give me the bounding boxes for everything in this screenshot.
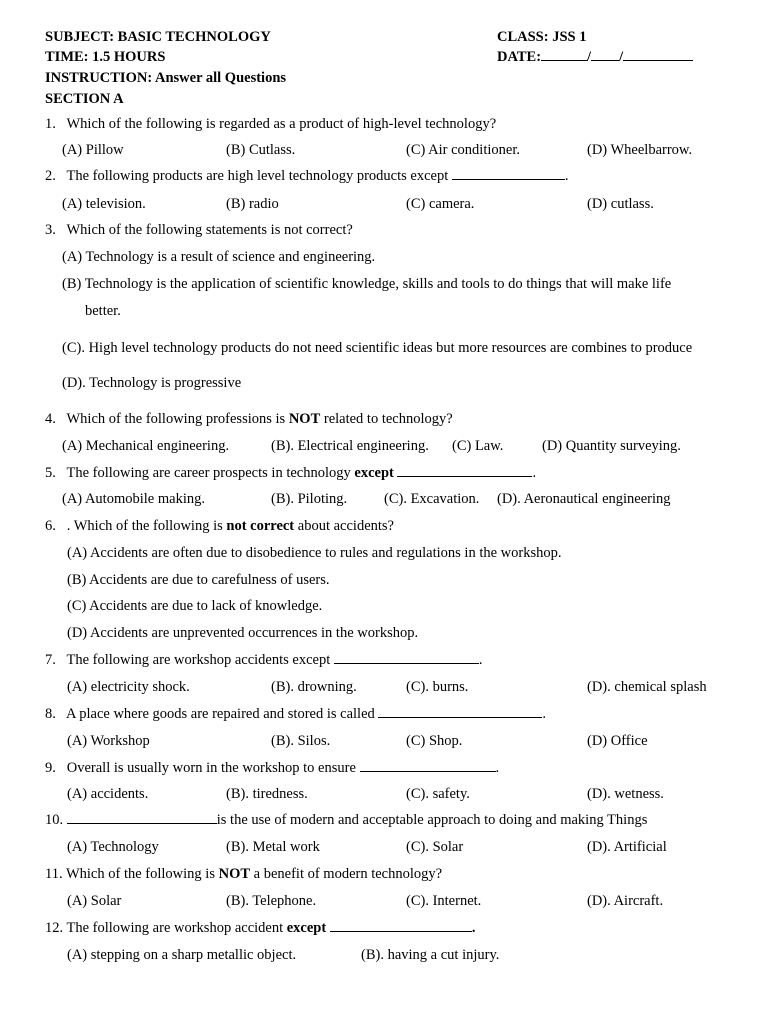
option-c: (C). safety.	[406, 786, 470, 802]
option-b: (B) Technology is the application of scientific knowledge, skills and tools to do things that will make life	[62, 276, 672, 292]
question-text: Overall is usually worn in the workshop to ensure	[66, 760, 356, 776]
option-b: (B). having a cut injury.	[361, 947, 500, 963]
option-b: (B) Cutlass.	[226, 142, 296, 158]
question-tail: .	[564, 168, 569, 184]
question-number: 3.	[45, 222, 56, 238]
option-a: (A) Technology is a result of science and engineering.	[62, 249, 376, 265]
question-5	[45, 464, 536, 482]
date-blank-year	[623, 48, 693, 61]
question-tail: .	[478, 652, 483, 668]
option-a: (A) stepping on a sharp metallic object.	[67, 947, 297, 963]
section-heading: SECTION A	[45, 91, 124, 107]
option-d: (D) Wheelbarrow.	[587, 142, 693, 158]
option-a: (A) Pillow	[62, 142, 124, 158]
question-number: 10.	[45, 812, 64, 828]
question-text: Which of the following is regarded as a product of high-level technology?	[66, 116, 497, 132]
question-10	[45, 811, 647, 829]
option-c: (C). burns.	[406, 679, 469, 695]
option-d: (D) cutlass.	[587, 196, 654, 212]
option-b: (B). drowning.	[271, 679, 357, 695]
option-a: (A) television.	[62, 196, 146, 212]
option-a: (A) Workshop	[67, 733, 150, 749]
question-12	[45, 919, 475, 937]
question-number: 5.	[45, 465, 56, 481]
instruction-heading: INSTRUCTION: Answer all Questions	[45, 70, 287, 86]
option-d: (D). Technology is progressive	[62, 375, 242, 391]
option-a: (A) accidents.	[67, 786, 149, 802]
option-b-continued: better.	[85, 303, 121, 319]
question-emphasis: except	[286, 920, 327, 936]
option-d: (D) Accidents are unprevented occurrences in the workshop.	[67, 625, 419, 641]
question-6	[45, 517, 394, 535]
option-c: (C) camera.	[406, 196, 475, 212]
question-text: about accidents?	[297, 518, 394, 534]
question-text: The following are workshop accidents except	[66, 652, 331, 668]
option-d: (D) Office	[587, 733, 648, 749]
question-number: 7.	[45, 652, 56, 668]
question-text: is the use of modern and acceptable approach to doing and making Things	[216, 812, 648, 828]
date-heading	[497, 48, 693, 66]
option-c: (C). Excavation.	[384, 491, 480, 507]
option-c: (C) Air conditioner.	[406, 142, 520, 158]
subject-heading: SUBJECT: BASIC TECHNOLOGY	[45, 29, 271, 45]
option-d: (D). Aeronautical engineering	[497, 491, 671, 507]
answer-blank	[330, 919, 472, 932]
answer-blank	[67, 811, 217, 824]
option-c: (C) Shop.	[406, 733, 463, 749]
option-a: (A) Mechanical engineering.	[62, 438, 230, 454]
option-b: (B). Metal work	[226, 839, 320, 855]
option-d: (D). Artificial	[587, 839, 667, 855]
question-text: Which of the following professions is	[66, 411, 286, 427]
option-b: (B). Silos.	[271, 733, 331, 749]
option-a: (A) Accidents are often due to disobedience to rules and regulations in the workshop.	[67, 545, 562, 561]
question-text: A place where goods are repaired and stored is called	[65, 706, 375, 722]
question-text: The following are career prospects in technology	[66, 465, 351, 481]
answer-blank	[378, 705, 542, 718]
answer-blank	[334, 651, 479, 664]
question-emphasis: NOT	[218, 866, 251, 882]
option-b: (B). tiredness.	[226, 786, 308, 802]
option-a: (A) Automobile making.	[62, 491, 205, 507]
question-11	[45, 865, 442, 883]
option-a: (A) electricity shock.	[67, 679, 190, 695]
question-tail: .	[532, 465, 537, 481]
question-2	[45, 167, 568, 185]
question-1	[45, 115, 496, 133]
option-c: (C) Law.	[452, 438, 504, 454]
question-number: 9.	[45, 760, 56, 776]
date-separator: /	[619, 49, 624, 65]
question-text: . Which of the following is	[66, 518, 223, 534]
question-3	[45, 221, 353, 239]
question-emphasis: NOT	[288, 411, 321, 427]
question-tail: .	[542, 706, 547, 722]
option-c: (C). Internet.	[406, 893, 482, 909]
question-7	[45, 651, 482, 669]
date-label: DATE:	[497, 49, 542, 65]
class-heading: CLASS: JSS 1	[497, 29, 587, 45]
option-d: (D). wetness.	[587, 786, 664, 802]
question-9	[45, 759, 499, 777]
question-number: 8.	[45, 706, 56, 722]
question-text: The following products are high level technology products except	[66, 168, 449, 184]
question-text: Which of the following statements is not correct?	[66, 222, 353, 238]
answer-blank	[360, 759, 496, 772]
question-emphasis: except	[354, 465, 394, 481]
answer-blank	[397, 464, 532, 477]
question-tail: .	[471, 920, 476, 936]
option-b: (B). Piloting.	[271, 491, 348, 507]
date-blank-month	[591, 48, 619, 61]
question-number: 2.	[45, 168, 56, 184]
question-text: a benefit of modern technology?	[253, 866, 443, 882]
time-heading: TIME: 1.5 HOURS	[45, 49, 166, 65]
option-d: (D). Aircraft.	[587, 893, 664, 909]
option-c: (C). Solar	[406, 839, 464, 855]
question-number: 12.	[45, 920, 64, 936]
question-number: 1.	[45, 116, 56, 132]
answer-blank	[452, 167, 565, 180]
option-d: (D). chemical splash	[587, 679, 707, 695]
question-emphasis: not correct	[226, 518, 295, 534]
question-number: 11.	[45, 866, 63, 882]
option-b: (B). Telephone.	[226, 893, 317, 909]
option-b: (B). Electrical engineering.	[271, 438, 429, 454]
question-number: 6.	[45, 518, 56, 534]
date-blank-day	[541, 48, 587, 61]
question-tail: .	[495, 760, 500, 776]
question-number: 4.	[45, 411, 56, 427]
question-8	[45, 705, 546, 723]
option-d: (D) Quantity surveying.	[542, 438, 681, 454]
question-text: The following are workshop accident	[66, 920, 284, 936]
option-c: (C). High level technology products do not need scientific ideas but more resources are combines to produce	[62, 340, 693, 356]
question-text: related to technology?	[323, 411, 453, 427]
question-text: Which of the following is	[65, 866, 215, 882]
option-b: (B) Accidents are due to carefulness of users.	[67, 572, 330, 588]
option-a: (A) Solar	[67, 893, 122, 909]
question-4	[45, 410, 453, 428]
option-a: (A) Technology	[67, 839, 159, 855]
date-separator: /	[587, 49, 592, 65]
option-b: (B) radio	[226, 196, 279, 212]
option-c: (C) Accidents are due to lack of knowledge.	[67, 598, 323, 614]
